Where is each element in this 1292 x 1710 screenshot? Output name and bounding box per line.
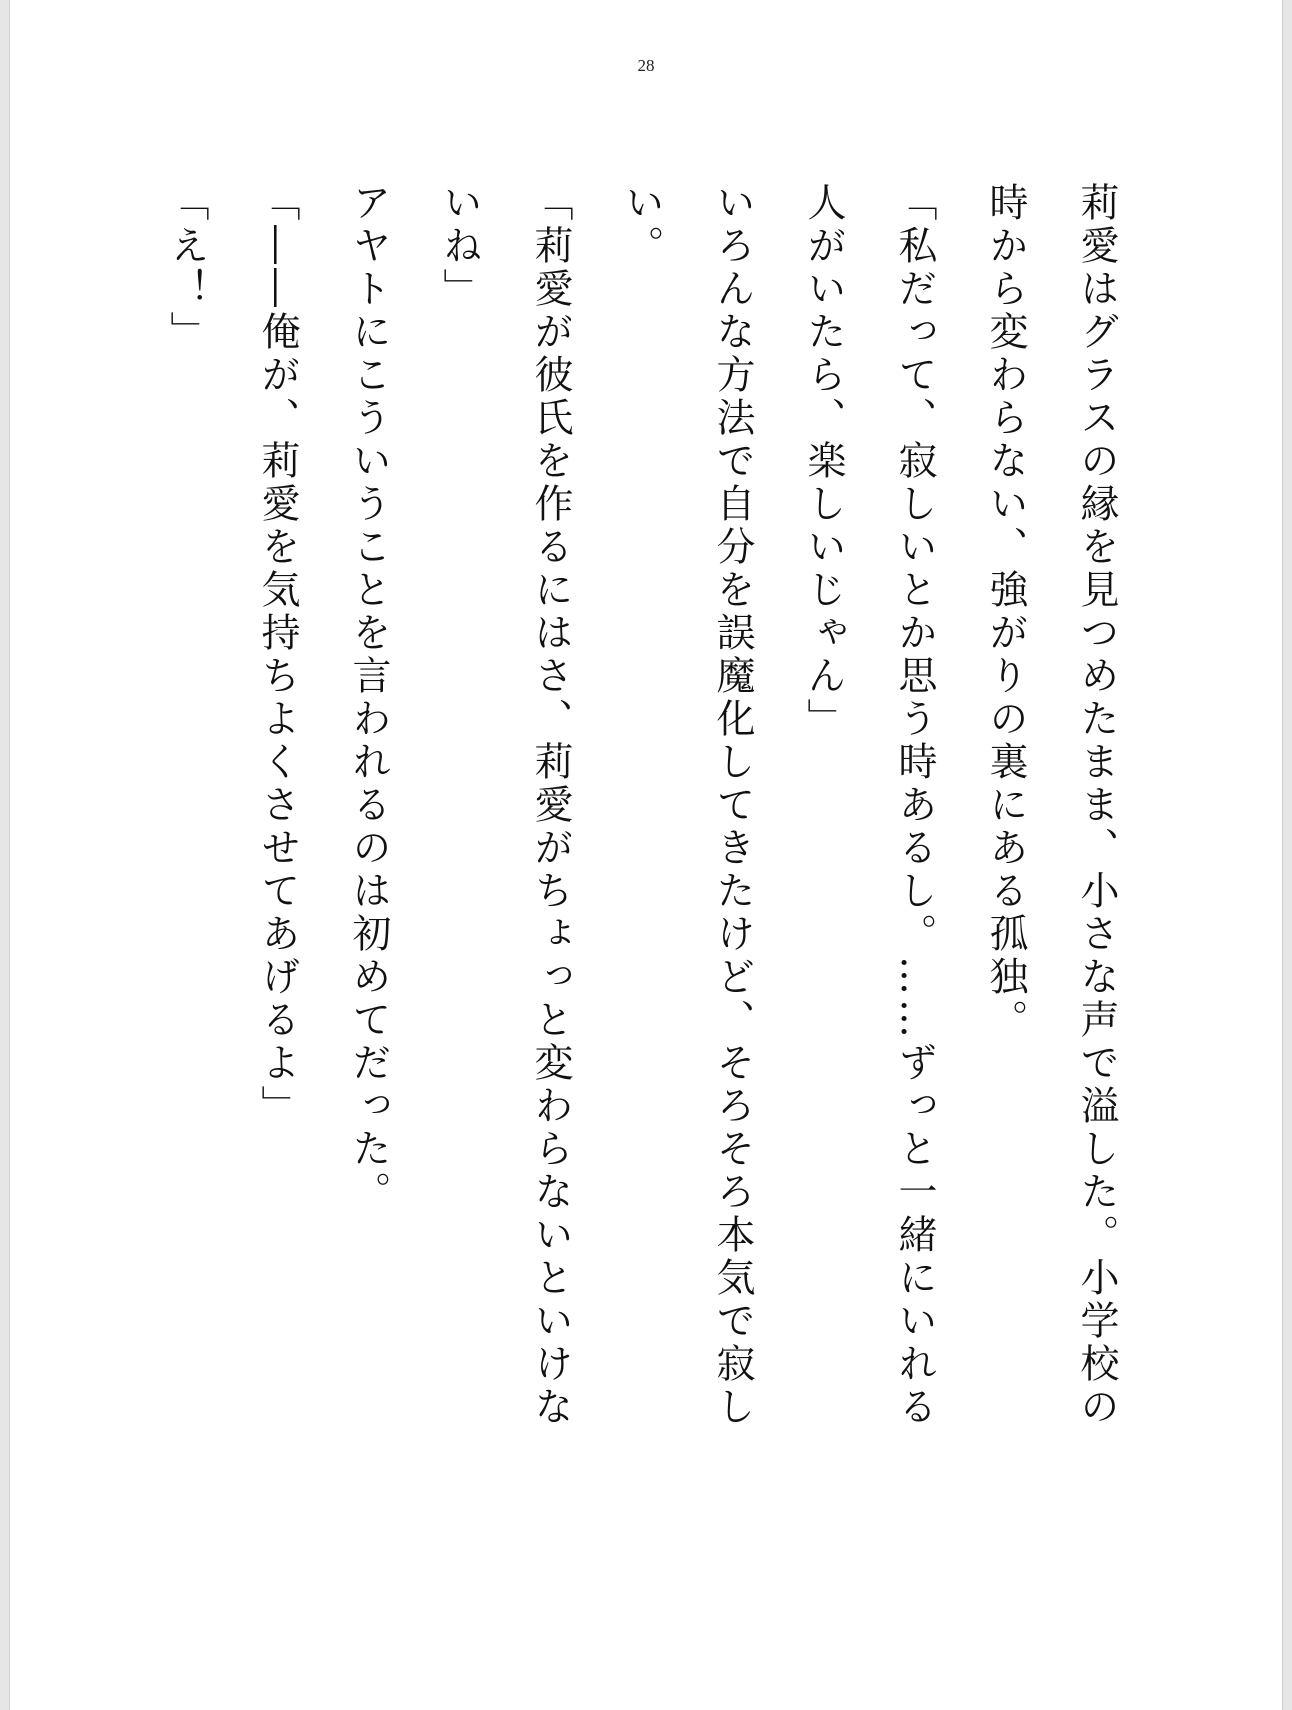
- text-line: 時から変わらない、強がりの裏にある孤独。: [983, 182, 1028, 1042]
- vertical-text-body: [141, 182, 1142, 1562]
- text-line: いろんな方法で自分を誤魔化してきたけど、そろそろ本気で寂し: [710, 182, 755, 1429]
- page-number: 28: [637, 56, 655, 75]
- text-line: 莉愛はグラスの縁を見つめたまま、小さな声で溢した。小学校の: [1074, 182, 1119, 1429]
- text-line: 人がいたら、楽しいじゃん」: [801, 182, 846, 741]
- book-page: [10, 0, 1282, 1710]
- text-line: い。: [619, 182, 664, 268]
- text-line: アヤトにこういうことを言われるのは初めてだった。: [346, 182, 391, 1214]
- text-line: 「莉愛が彼氏を作るにはさ、莉愛がちょっと変わらないといけな: [528, 182, 573, 1429]
- text-line: 「――俺が、莉愛を気持ちよくさせてあげるよ」: [255, 182, 300, 1128]
- text-line: 「私だって、寂しいとか思う時あるし。……ずっと一緒にいれる: [892, 182, 937, 1429]
- text-line: 「え！」: [164, 182, 209, 354]
- text-line: いね」: [437, 182, 482, 311]
